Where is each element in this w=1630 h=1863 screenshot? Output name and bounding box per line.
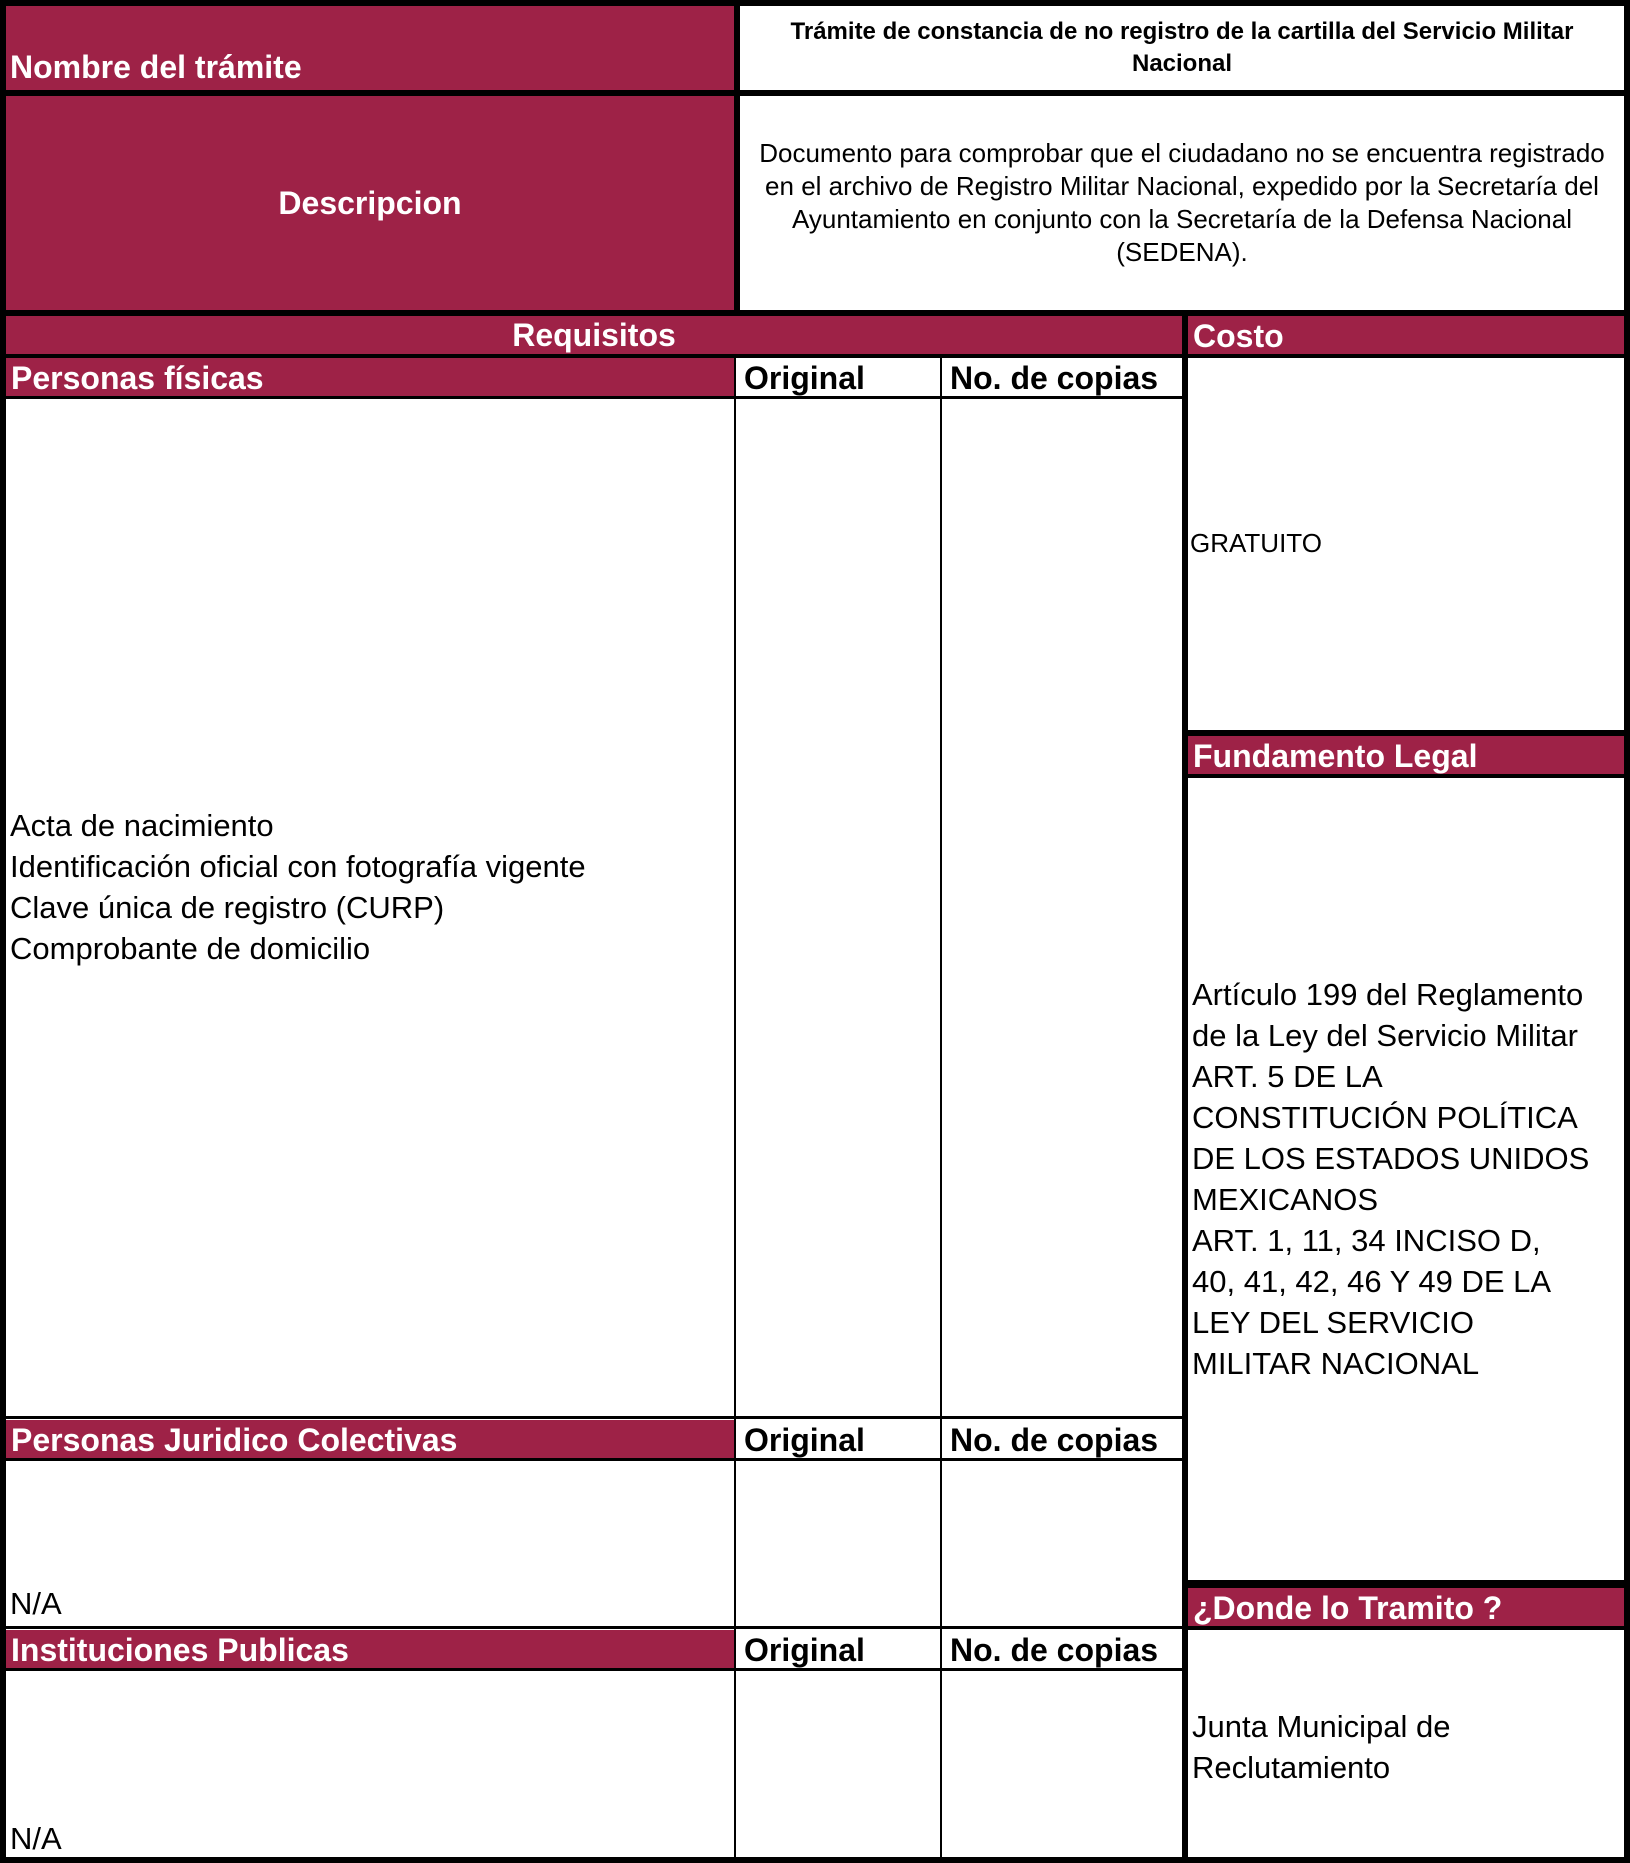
fundamento-line: CONSTITUCIÓN POLÍTICA [1192,1100,1578,1135]
divider [1188,730,1630,736]
instituciones-copias-header-text: No. de copias [950,1632,1159,1668]
fundamento-line: MEXICANOS [1192,1182,1379,1217]
divider [0,396,1182,399]
list-item: Acta de nacimiento [10,808,274,843]
divider [0,354,1630,358]
fundamento-line: LEY DEL SERVICIO [1192,1305,1474,1340]
divider [0,310,1630,316]
fundamento-line: de la Ley del Servicio Militar [1192,1018,1578,1053]
descripcion-value-text: Documento para comprobar que el ciudadano no se encuentra registrado en el archivo de Registro Militar Nacional, expedido por la Secretaría del Ayuntamiento en conjunto con la Secretaría de la Defensa Nacional (SEDENA). [759,138,1605,267]
donde-line: Junta Municipal de [1192,1709,1451,1744]
personas-juridico-header-text: Personas Juridico Colectivas [11,1422,458,1458]
divider [0,1668,1182,1671]
divider [1182,316,1188,1863]
fundamento-line: MILITAR NACIONAL [1192,1346,1480,1381]
juridico-original-header-text: Original [744,1422,865,1458]
divider [0,1626,1182,1629]
requisitos-header-text: Requisitos [512,316,676,353]
fundamento-line: 40, 41, 42, 46 Y 49 DE LA [1192,1264,1552,1299]
juridico-copias-header-text: No. de copias [950,1422,1159,1458]
divider [1188,1626,1630,1630]
fundamento-line: Artículo 199 del Reglamento [1192,977,1584,1012]
instituciones-header-text: Instituciones Publicas [11,1632,349,1668]
fundamento-line: ART. 1, 11, 34 INCISO D, [1192,1223,1541,1258]
donde-header-text: ¿Donde lo Tramito ? [1193,1590,1503,1626]
divider [1188,774,1630,778]
fisicas-original-header-text: Original [744,360,865,396]
divider [940,358,942,1863]
divider [0,1416,1182,1419]
descripcion-label-text: Descripcion [278,184,462,221]
list-item: Identificación oficial con fotografía vigente [10,849,586,884]
costo-header-text: Costo [1193,318,1284,354]
tramite-name-value-text: Trámite de constancia de no registro de la cartilla del Servicio Militar Nacional [790,18,1574,77]
divider [1188,1580,1630,1588]
divider [734,0,740,316]
divider [0,1458,1182,1461]
divider [734,358,736,1863]
divider [0,90,1630,96]
instituciones-original-header-text: Original [744,1632,865,1668]
tramite-name-label-text: Nombre del trámite [10,49,302,85]
instituciones-value-text: N/A [10,1821,62,1856]
personas-fisicas-header-text: Personas físicas [11,360,264,396]
fisicas-copias-header-text: No. de copias [950,360,1159,396]
fundamento-header-text: Fundamento Legal [1193,738,1478,774]
personas-juridico-value-text: N/A [10,1586,62,1621]
fundamento-line: ART. 5 DE LA [1192,1059,1383,1094]
donde-line: Reclutamiento [1192,1750,1391,1785]
fundamento-line: DE LOS ESTADOS UNIDOS [1192,1141,1590,1176]
list-item: Clave única de registro (CURP) [10,890,445,925]
list-item: Comprobante de domicilio [10,931,371,966]
costo-value-text: GRATUITO [1190,528,1322,558]
